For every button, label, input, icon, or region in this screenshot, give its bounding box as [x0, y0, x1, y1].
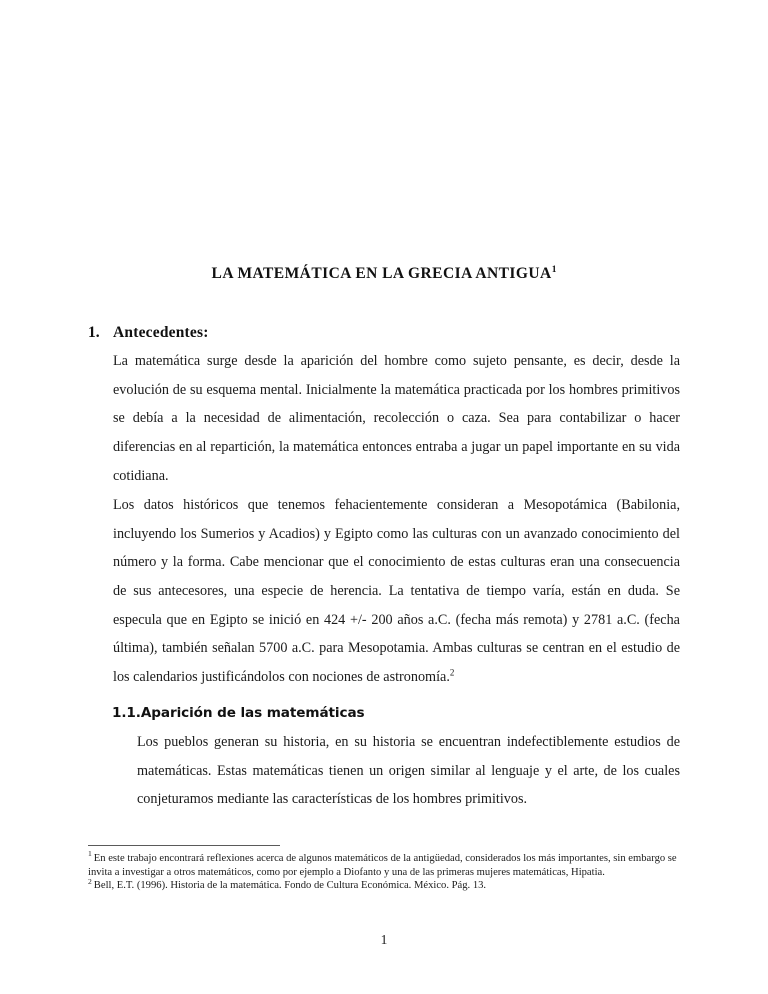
footnote-text: En este trabajo encontrará reflexiones acerca de algunos matemáticos de la antigüedad, considerados los más importantes, sin embargo se invita a investigar a otros matemáticos, como por ejemplo a Diofanto y una de las primeras mujeres matemáticas, Hipatia. — [88, 853, 677, 878]
footnote-marker: 1 — [88, 849, 92, 859]
section-number: 1. — [88, 323, 100, 341]
title-footnote-reference: 1 — [551, 265, 557, 276]
footnote-item — [88, 876, 682, 893]
page-number: 1 — [380, 932, 388, 947]
page-title — [88, 265, 680, 283]
footnote-item — [88, 849, 682, 879]
footnote-separator-rule — [88, 845, 280, 846]
footnote-marker: 2 — [88, 876, 92, 886]
section-paragraph-1: La matemática surge desde la aparición del hombre como sujeto pensante, es decir, desde la evolución de su esquema mental. Inicialmente la matemática practicada por los hombres primitivos se debía a la necesidad de alimentación, recolección o caza. Sea para contabilizar o hacer diferencias en al repartición, la matemática entonces entraba a jugar un papel importante en su vida cotidiana. — [113, 353, 680, 484]
footnote-area — [88, 849, 682, 893]
footnote-text: Bell, E.T. (1996). Historia de la matemática. Fondo de Cultura Económica. México. Pág. 13. — [93, 880, 487, 892]
subsection-heading-aparicion: 1.1.Aparición de las matemáticas — [112, 704, 365, 721]
page-title-text: LA MATEMÁTICA EN LA GRECIA ANTIGUA — [211, 265, 552, 283]
section-heading-antecedentes — [88, 324, 680, 342]
section-paragraph-2-text: Los datos históricos que tenemos fehacientemente consideran a Mesopotámica (Babilonia, incluyendo los Sumerios y Acadios) y Egipto como las culturas con un avanzado conocimiento del número y la forma. Cabe mencionar que el conocimiento de estas culturas eran una consecuencia de sus antecesores, una especie de herencia. La tentativa de tiempo varía, están en duda. Se especula que en Egipto se inició en 424 +/- 200 años a.C. (fecha más remota) y 2781 a.C. (fecha última), también señalan 5700 a.C. para Mesopotamia. Ambas culturas se centran en el estudio de los calendarios justificándolos con nociones de astronomía. — [113, 497, 680, 685]
section-paragraph-2 — [113, 491, 680, 691]
paragraph-2-footnote-reference: 2 — [449, 667, 455, 678]
subsection-paragraph: Los pueblos generan su historia, en su historia se encuentran indefectiblemente estudios de matemáticas. Estas matemáticas tienen un origen similar al lenguaje y el arte, de los cuales conjeturamos mediante las características de los hombres primitivos. — [137, 734, 680, 808]
section-label: Antecedentes: — [113, 323, 209, 341]
